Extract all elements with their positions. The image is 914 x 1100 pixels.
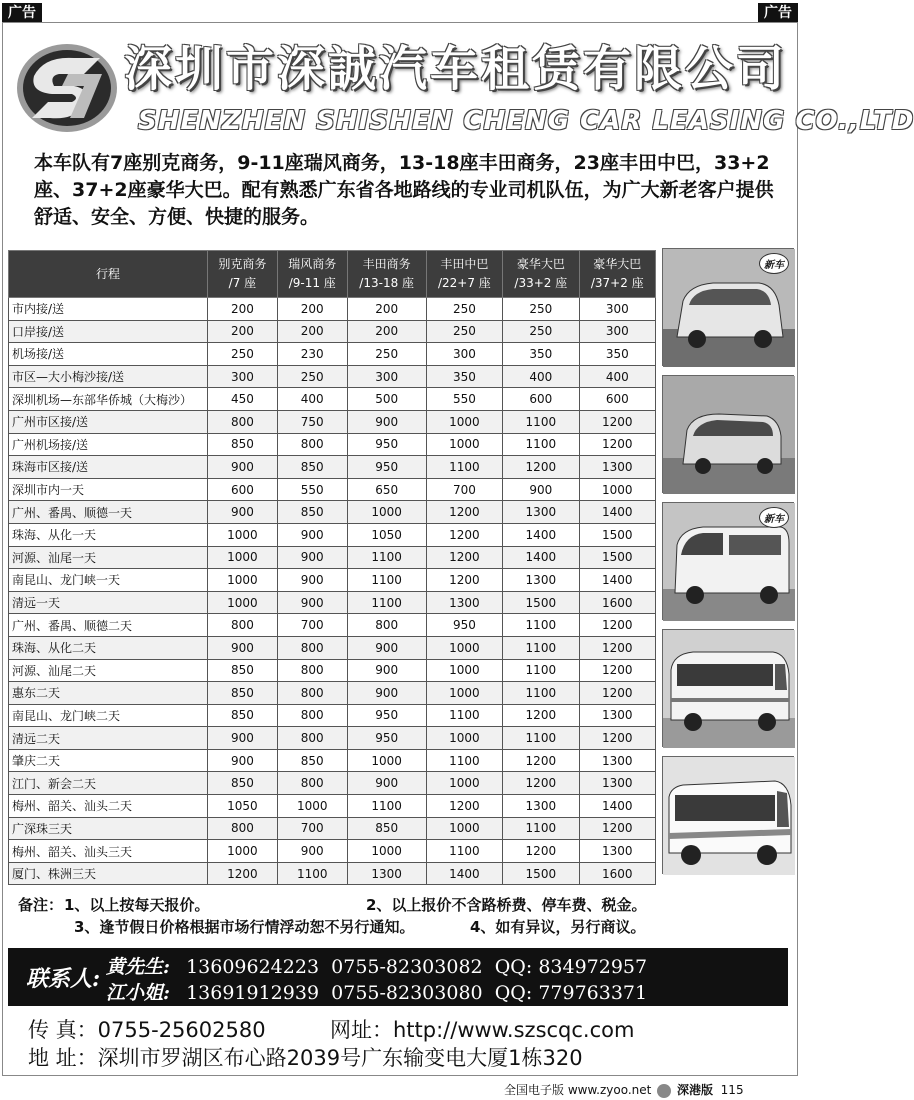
price-cell: 250 — [347, 343, 426, 366]
price-cell: 1000 — [426, 433, 502, 456]
route-cell: 惠东二天 — [9, 682, 208, 705]
price-cell: 1050 — [347, 523, 426, 546]
price-cell: 1050 — [208, 795, 278, 818]
price-cell: 1200 — [579, 727, 655, 750]
column-header: 丰田中巴 /22+7 座 — [426, 251, 502, 298]
table-row — [9, 410, 656, 433]
price-cell: 1000 — [208, 840, 278, 863]
price-cell: 350 — [426, 365, 502, 388]
new-car-badge: 新车 — [759, 507, 789, 528]
vehicle-photo-buick-mpv — [662, 248, 794, 366]
price-cell: 1200 — [579, 659, 655, 682]
price-cell: 1300 — [503, 569, 579, 592]
column-header: 豪华大巴 /37+2 座 — [579, 251, 655, 298]
table-row — [9, 862, 656, 885]
price-cell: 1000 — [579, 478, 655, 501]
price-cell: 900 — [208, 501, 278, 524]
route-cell: 广州、番禺、顺德一天 — [9, 501, 208, 524]
price-cell: 1300 — [579, 840, 655, 863]
table-row — [9, 501, 656, 524]
vehicle-photo-toyota-hiace — [662, 502, 794, 620]
price-cell: 1000 — [426, 410, 502, 433]
price-cell: 1100 — [503, 636, 579, 659]
price-cell: 1000 — [347, 749, 426, 772]
price-cell: 1400 — [503, 546, 579, 569]
website-link[interactable]: 网址：http://www.szscqc.com — [330, 1018, 635, 1042]
price-cell: 300 — [579, 320, 655, 343]
price-cell: 800 — [277, 682, 347, 705]
price-cell: 200 — [277, 298, 347, 321]
table-row — [9, 546, 656, 569]
price-cell: 300 — [579, 298, 655, 321]
contact-name: 江小姐: — [106, 982, 171, 1004]
price-cell: 1000 — [426, 636, 502, 659]
price-cell: 550 — [426, 388, 502, 411]
fax-number: 传 真：0755-25602580 — [28, 1018, 266, 1042]
table-row — [9, 795, 656, 818]
price-cell: 1100 — [426, 749, 502, 772]
table-row — [9, 659, 656, 682]
price-cell: 1000 — [208, 523, 278, 546]
table-row — [9, 636, 656, 659]
contact-mobile: 13609624223 — [186, 956, 320, 978]
notes — [18, 894, 647, 936]
price-cell: 650 — [347, 478, 426, 501]
price-cell: 250 — [503, 320, 579, 343]
column-header: 丰田商务 /13-18 座 — [347, 251, 426, 298]
table-row — [9, 320, 656, 343]
price-cell: 850 — [208, 682, 278, 705]
table-header-row — [9, 251, 656, 298]
notes-label: 备注： — [18, 896, 64, 914]
price-cell: 1200 — [503, 704, 579, 727]
price-cell: 1200 — [579, 636, 655, 659]
price-cell: 1300 — [579, 456, 655, 479]
price-cell: 900 — [277, 591, 347, 614]
route-cell: 广州市区接/送 — [9, 410, 208, 433]
price-cell: 800 — [277, 772, 347, 795]
contact-qq: QQ: 779763371 — [494, 982, 648, 1004]
route-cell: 机场接/送 — [9, 343, 208, 366]
table-row — [9, 614, 656, 637]
route-cell: 市内接/送 — [9, 298, 208, 321]
price-cell: 200 — [208, 298, 278, 321]
route-cell: 深圳机场—东部华侨城（大梅沙） — [9, 388, 208, 411]
price-cell: 1300 — [579, 749, 655, 772]
price-cell: 1100 — [503, 433, 579, 456]
price-cell: 1300 — [503, 501, 579, 524]
route-cell: 珠海市区接/送 — [9, 456, 208, 479]
price-cell: 550 — [277, 478, 347, 501]
contact-qq: QQ: 834972957 — [494, 956, 648, 978]
price-cell: 1200 — [503, 456, 579, 479]
price-cell: 300 — [347, 365, 426, 388]
price-cell: 1200 — [503, 840, 579, 863]
price-cell: 800 — [277, 727, 347, 750]
route-cell: 南昆山、龙门峡一天 — [9, 569, 208, 592]
table-row — [9, 478, 656, 501]
price-cell: 800 — [208, 614, 278, 637]
route-cell: 梅州、韶关、汕头二天 — [9, 795, 208, 818]
price-cell: 950 — [347, 456, 426, 479]
price-cell: 1000 — [277, 795, 347, 818]
column-header: 瑞风商务 /9-11 座 — [277, 251, 347, 298]
price-cell: 1100 — [426, 456, 502, 479]
price-cell: 750 — [277, 410, 347, 433]
route-cell: 市区—大小梅沙接/送 — [9, 365, 208, 388]
note-1: 1、以上按每天报价。 — [64, 896, 210, 914]
price-cell: 850 — [277, 501, 347, 524]
price-cell: 230 — [277, 343, 347, 366]
price-cell: 1000 — [426, 817, 502, 840]
route-cell: 梅州、韶关、汕头三天 — [9, 840, 208, 863]
price-cell: 1100 — [277, 862, 347, 885]
price-cell: 1100 — [347, 569, 426, 592]
price-cell: 350 — [579, 343, 655, 366]
price-cell: 800 — [277, 704, 347, 727]
price-cell: 1200 — [426, 501, 502, 524]
price-cell: 250 — [503, 298, 579, 321]
price-cell: 500 — [347, 388, 426, 411]
price-cell: 1200 — [503, 772, 579, 795]
price-cell: 900 — [347, 410, 426, 433]
price-cell: 1100 — [503, 659, 579, 682]
price-cell: 850 — [277, 749, 347, 772]
contact-phone: 0755-82303080 — [331, 982, 483, 1004]
vehicle-photo-refine-van — [662, 375, 794, 493]
table-row — [9, 727, 656, 750]
company-name-cn: 深圳市深誠汽车租赁有限公司 — [124, 36, 784, 102]
route-cell: 深圳市内一天 — [9, 478, 208, 501]
price-cell: 350 — [503, 343, 579, 366]
route-cell: 江门、新会二天 — [9, 772, 208, 795]
price-cell: 1400 — [426, 862, 502, 885]
price-cell: 1400 — [579, 795, 655, 818]
table-row — [9, 817, 656, 840]
price-cell: 800 — [208, 410, 278, 433]
price-cell: 1000 — [426, 659, 502, 682]
price-cell: 900 — [208, 456, 278, 479]
route-cell: 南昆山、龙门峡二天 — [9, 704, 208, 727]
price-cell: 1100 — [503, 410, 579, 433]
route-cell: 肇庆二天 — [9, 749, 208, 772]
price-cell: 1500 — [579, 523, 655, 546]
price-cell: 950 — [347, 704, 426, 727]
price-cell: 900 — [347, 682, 426, 705]
table-row — [9, 682, 656, 705]
price-cell: 900 — [347, 659, 426, 682]
company-name-en: SHENZHEN SHISHEN CHENG CAR LEASING CO.,LTD — [138, 106, 914, 136]
price-cell: 1400 — [579, 501, 655, 524]
vehicle-photos — [662, 248, 794, 883]
price-cell: 1600 — [579, 862, 655, 885]
price-cell: 850 — [208, 433, 278, 456]
route-cell: 广深珠三天 — [9, 817, 208, 840]
price-cell: 400 — [579, 365, 655, 388]
price-cell: 900 — [208, 636, 278, 659]
price-cell: 700 — [277, 817, 347, 840]
price-cell: 1200 — [503, 749, 579, 772]
price-cell: 1200 — [579, 817, 655, 840]
route-cell: 河源、汕尾二天 — [9, 659, 208, 682]
footer-site: 全国电子版 www.zyoo.net — [504, 1083, 652, 1097]
price-cell: 800 — [347, 614, 426, 637]
price-cell: 1100 — [347, 795, 426, 818]
table-row — [9, 591, 656, 614]
price-cell: 1100 — [503, 727, 579, 750]
price-cell: 600 — [579, 388, 655, 411]
price-cell: 900 — [347, 636, 426, 659]
contact-row — [106, 952, 647, 979]
price-cell: 1300 — [503, 795, 579, 818]
price-cell: 1600 — [579, 591, 655, 614]
price-cell: 900 — [503, 478, 579, 501]
contact-label: 联系人: — [26, 966, 101, 992]
ad-label-left: 广告 — [2, 3, 42, 23]
route-cell: 珠海、从化一天 — [9, 523, 208, 546]
price-cell: 300 — [426, 343, 502, 366]
route-cell: 清远一天 — [9, 591, 208, 614]
price-cell: 700 — [426, 478, 502, 501]
route-cell: 广州机场接/送 — [9, 433, 208, 456]
price-cell: 900 — [277, 546, 347, 569]
table-row — [9, 772, 656, 795]
price-cell: 250 — [277, 365, 347, 388]
price-cell: 1200 — [426, 546, 502, 569]
table-row — [9, 343, 656, 366]
price-cell: 1200 — [579, 682, 655, 705]
contact-bar — [8, 948, 788, 1006]
price-cell: 450 — [208, 388, 278, 411]
price-cell: 250 — [426, 298, 502, 321]
price-cell: 1000 — [426, 772, 502, 795]
price-cell: 900 — [277, 569, 347, 592]
price-cell: 1000 — [208, 546, 278, 569]
price-cell: 1100 — [503, 682, 579, 705]
price-cell: 250 — [426, 320, 502, 343]
route-cell: 河源、汕尾一天 — [9, 546, 208, 569]
route-cell: 珠海、从化二天 — [9, 636, 208, 659]
price-cell: 1000 — [208, 569, 278, 592]
price-cell: 900 — [277, 840, 347, 863]
price-cell: 1300 — [347, 862, 426, 885]
price-cell: 1500 — [503, 862, 579, 885]
route-cell: 广州、番禺、顺德二天 — [9, 614, 208, 637]
price-cell: 200 — [347, 320, 426, 343]
table-row — [9, 704, 656, 727]
price-cell: 1200 — [579, 433, 655, 456]
price-cell: 900 — [277, 523, 347, 546]
price-cell: 1500 — [503, 591, 579, 614]
page-footer — [504, 1081, 744, 1098]
price-cell: 900 — [208, 749, 278, 772]
ad-label-right: 广告 — [758, 3, 798, 23]
table-row — [9, 298, 656, 321]
price-cell: 850 — [208, 772, 278, 795]
price-cell: 950 — [426, 614, 502, 637]
price-cell: 1300 — [579, 772, 655, 795]
price-cell: 300 — [208, 365, 278, 388]
price-cell: 1400 — [579, 569, 655, 592]
price-cell: 1100 — [347, 591, 426, 614]
note-4: 4、如有异议，另行商议。 — [470, 918, 646, 936]
price-cell: 600 — [503, 388, 579, 411]
price-cell: 800 — [277, 636, 347, 659]
price-cell: 1400 — [503, 523, 579, 546]
footer-edition: 深港版 — [677, 1083, 714, 1097]
company-logo-icon — [14, 38, 120, 138]
contact-phone: 0755-82303082 — [331, 956, 483, 978]
price-cell: 1200 — [426, 795, 502, 818]
route-cell: 清远二天 — [9, 727, 208, 750]
table-row — [9, 840, 656, 863]
price-cell: 950 — [347, 727, 426, 750]
note-3: 3、逢节假日价格根据市场行情浮动恕不另行通知。 — [74, 918, 415, 936]
price-cell: 950 — [347, 433, 426, 456]
price-cell: 1000 — [426, 682, 502, 705]
price-cell: 200 — [347, 298, 426, 321]
price-cell: 800 — [277, 433, 347, 456]
price-cell: 1100 — [426, 840, 502, 863]
price-cell: 1000 — [347, 501, 426, 524]
vehicle-photo-coaster-minibus — [662, 629, 794, 747]
contact-row — [106, 978, 647, 1005]
rate-table — [8, 250, 656, 885]
price-cell: 900 — [208, 727, 278, 750]
price-cell: 1100 — [347, 546, 426, 569]
price-cell: 200 — [208, 320, 278, 343]
contact-mobile: 13691912939 — [186, 982, 320, 1004]
table-row — [9, 523, 656, 546]
table-row — [9, 569, 656, 592]
table-row — [9, 365, 656, 388]
note-2: 2、以上报价不含路桥费、停车费、税金。 — [366, 896, 647, 914]
price-cell: 700 — [277, 614, 347, 637]
column-header: 别克商务 /7 座 — [208, 251, 278, 298]
price-cell: 1000 — [426, 727, 502, 750]
price-cell: 1200 — [579, 410, 655, 433]
table-row — [9, 749, 656, 772]
price-cell: 1100 — [503, 817, 579, 840]
price-cell: 900 — [347, 772, 426, 795]
price-cell: 1200 — [426, 523, 502, 546]
route-cell: 口岸接/送 — [9, 320, 208, 343]
intro-text: 本车队有7座别克商务，9-11座瑞风商务，13-18座丰田商务，23座丰田中巴，33+2座、37+2座豪华大巴。配有熟悉广东省各地路线的专业司机队伍，为广大新老客户提供舒适、安全、方便、快捷的服务。 — [34, 152, 774, 228]
price-cell: 600 — [208, 478, 278, 501]
price-cell: 850 — [277, 456, 347, 479]
new-car-badge: 新车 — [759, 253, 789, 274]
price-cell: 1500 — [579, 546, 655, 569]
price-cell: 1100 — [503, 614, 579, 637]
price-cell: 800 — [277, 659, 347, 682]
price-cell: 1000 — [347, 840, 426, 863]
footer-logo-icon — [657, 1084, 671, 1098]
price-cell: 400 — [503, 365, 579, 388]
column-header: 豪华大巴 /33+2 座 — [503, 251, 579, 298]
price-cell: 850 — [208, 659, 278, 682]
address: 地 址：深圳市罗湖区布心路2039号广东输变电大厦1栋320 — [28, 1046, 583, 1070]
price-cell: 1200 — [426, 569, 502, 592]
price-cell: 200 — [277, 320, 347, 343]
price-cell: 850 — [208, 704, 278, 727]
vehicle-photo-luxury-coach — [662, 756, 794, 874]
price-cell: 1300 — [426, 591, 502, 614]
price-cell: 800 — [208, 817, 278, 840]
price-cell: 250 — [208, 343, 278, 366]
price-cell: 1200 — [579, 614, 655, 637]
price-cell: 400 — [277, 388, 347, 411]
route-cell: 厦门、株洲三天 — [9, 862, 208, 885]
table-row — [9, 456, 656, 479]
price-cell: 1200 — [208, 862, 278, 885]
price-cell: 1300 — [579, 704, 655, 727]
table-row — [9, 388, 656, 411]
contact-name: 黄先生: — [106, 956, 171, 978]
price-cell: 1100 — [426, 704, 502, 727]
price-cell: 1000 — [208, 591, 278, 614]
price-cell: 850 — [347, 817, 426, 840]
table-row — [9, 433, 656, 456]
route-header: 行程 — [9, 251, 208, 298]
page-number: 115 — [720, 1083, 744, 1097]
